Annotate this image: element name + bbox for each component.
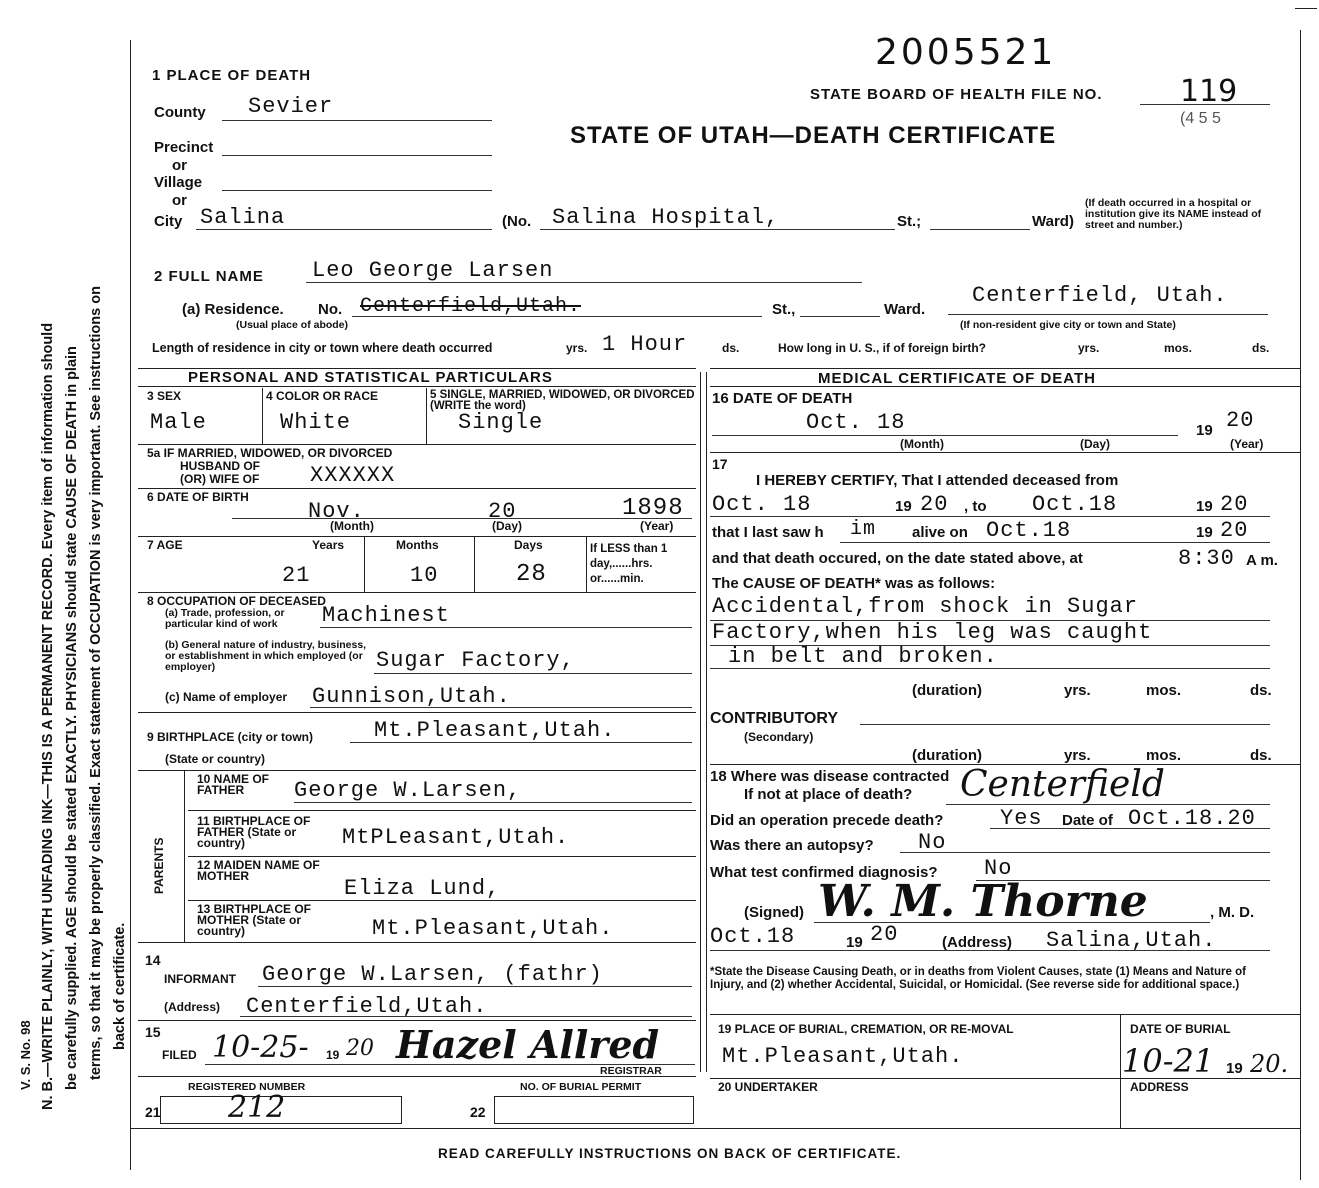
duration-ds-1: ds. bbox=[1250, 682, 1272, 699]
attended-to: Oct.18 bbox=[1032, 492, 1118, 517]
length-yrs-label: yrs. bbox=[566, 341, 588, 355]
full-name-value: Leo George Larsen bbox=[312, 258, 554, 283]
test-label: What test confirmed diagnosis? bbox=[710, 864, 938, 881]
signature-19: 19 bbox=[846, 934, 863, 951]
burial-permit-n: 22 bbox=[470, 1104, 486, 1120]
father-value: George W.Larsen, bbox=[294, 778, 522, 803]
us-ds-label: ds. bbox=[1252, 341, 1270, 355]
full-name-line bbox=[306, 282, 862, 283]
footnote-rule bbox=[710, 1014, 1300, 1015]
full-name-label: 2 FULL NAME bbox=[154, 268, 264, 285]
signature-date-line bbox=[710, 950, 1270, 951]
age-divider-1 bbox=[364, 536, 365, 592]
birthplace-sub-label: (State or country) bbox=[165, 752, 266, 766]
precinct-line bbox=[222, 155, 492, 156]
operation-line bbox=[990, 828, 1270, 829]
medical-heading: MEDICAL CERTIFICATE OF DEATH bbox=[818, 370, 1096, 387]
mother-rule bbox=[188, 900, 696, 901]
ward-label: Ward) bbox=[1032, 213, 1074, 230]
item17-number: 17 bbox=[712, 456, 728, 472]
duration-ds-2: ds. bbox=[1250, 747, 1272, 764]
marital-label: 5 SINGLE, MARRIED, WIDOWED, OR DIVORCED (WRITE the word) bbox=[430, 389, 695, 412]
age-label: 7 AGE bbox=[147, 538, 183, 552]
duration-yrs-1: yrs. bbox=[1064, 682, 1091, 699]
street-line bbox=[930, 229, 1030, 230]
age-divider-3 bbox=[586, 536, 587, 592]
last-19: 19 bbox=[1196, 524, 1213, 541]
county-line bbox=[222, 120, 492, 121]
residence-ward-label: Ward. bbox=[884, 301, 926, 318]
physician-signature: W. M. Thorne bbox=[818, 876, 1148, 927]
contracted-line bbox=[946, 804, 1270, 805]
father-label: 10 NAME OF FATHER bbox=[197, 772, 270, 797]
from-year: 20 bbox=[920, 492, 949, 517]
residence-label: (a) Residence. bbox=[182, 301, 284, 318]
filed-rule bbox=[138, 1076, 696, 1077]
burial-permit-box bbox=[494, 1096, 694, 1124]
or-label-1: or bbox=[172, 157, 187, 174]
precinct-label: Precinct bbox=[154, 139, 214, 156]
duration-yrs-2: yrs. bbox=[1064, 747, 1091, 764]
age-years: 21 bbox=[282, 563, 311, 588]
to-label: , to bbox=[964, 498, 987, 515]
death-time: 8:30 bbox=[1178, 546, 1235, 571]
months-label: Months bbox=[396, 538, 439, 552]
certificate-number: 2005521 bbox=[875, 32, 1057, 73]
us-yrs-label: yrs. bbox=[1078, 341, 1100, 355]
birthplace-line bbox=[350, 742, 692, 743]
reg-number-n: 21 bbox=[145, 1104, 161, 1120]
years-label: Years bbox=[312, 538, 345, 552]
us-mos-label: mos. bbox=[1164, 341, 1193, 355]
spouse-label-2: HUSBAND OF bbox=[180, 459, 260, 473]
medical-top-rule bbox=[710, 368, 1300, 369]
operation-date-label: Date of bbox=[1062, 812, 1113, 829]
burial-permit-label: NO. OF BURIAL PERMIT bbox=[520, 1081, 642, 1093]
mother-birthplace-value: Mt.Pleasant,Utah. bbox=[372, 916, 614, 941]
cause-label: The CAUSE OF DEATH* was as follows: bbox=[712, 575, 996, 592]
days-label: Days bbox=[514, 538, 543, 552]
margin-note-line4: back of certificate. bbox=[112, 922, 128, 1050]
margin-note-line2: be carefully supplied. AGE should be stated EXACTLY. PHYSICIANS should state CAUSE OF DEATH in plain bbox=[64, 346, 80, 1090]
informant-address-value: Centerfield,Utah. bbox=[246, 994, 488, 1019]
father-rule bbox=[188, 810, 696, 811]
file-no-value: 119 bbox=[1180, 74, 1238, 109]
occupation-a-label: (a) Trade, profession, or particular kind of work bbox=[165, 607, 285, 630]
duration-mos-2: mos. bbox=[1146, 747, 1182, 764]
death-time-suffix: A m. bbox=[1246, 552, 1278, 569]
burial-date-label: DATE OF BURIAL bbox=[1130, 1022, 1231, 1036]
burial-year: 20. bbox=[1250, 1050, 1289, 1078]
row8-rule bbox=[138, 712, 696, 713]
death-occured-text: and that death occured, on the date stated above, at bbox=[712, 550, 1083, 567]
dod-rule bbox=[710, 452, 1300, 453]
father-birthplace-value: MtPLeasant,Utah. bbox=[342, 825, 570, 850]
color-value: White bbox=[280, 410, 352, 435]
burial-rule bbox=[710, 1078, 1300, 1079]
center-divider bbox=[700, 372, 701, 1072]
color-label: 4 COLOR OR RACE bbox=[266, 389, 379, 403]
left-border bbox=[130, 40, 131, 1170]
street-label: St.; bbox=[897, 213, 922, 230]
signature-year: 20 bbox=[870, 922, 899, 947]
burial-place-value: Mt.Pleasant,Utah. bbox=[722, 1044, 964, 1069]
cause-line-2: Factory,when his leg was caught bbox=[712, 620, 1153, 645]
informant-address-label: (Address) bbox=[164, 1000, 221, 1014]
row9-rule bbox=[138, 770, 696, 771]
residence-no-label: No. bbox=[318, 301, 343, 318]
file-no-line bbox=[1140, 104, 1270, 105]
certify-text: I HEREBY CERTIFY, That I attended deceased from bbox=[756, 472, 1119, 489]
registrar-label: REGISTRAR bbox=[600, 1065, 662, 1077]
length-residence-label: Length of residence in city or town where death occurred bbox=[152, 341, 493, 355]
cause-line-1: Accidental,from shock in Sugar bbox=[712, 594, 1139, 619]
dob-label: 6 DATE OF BIRTH bbox=[147, 490, 249, 504]
autopsy-line bbox=[900, 852, 1270, 853]
last-saw-suffix: alive on bbox=[912, 524, 968, 541]
autopsy-value: No bbox=[918, 830, 947, 855]
filed-19: 19 bbox=[326, 1048, 340, 1062]
last-saw-line bbox=[840, 542, 1270, 543]
dod-label: 16 DATE OF DEATH bbox=[712, 390, 853, 407]
file-no-sub: (4 5 5 bbox=[1180, 110, 1221, 127]
corner-mark bbox=[1295, 8, 1317, 9]
contributory-label: CONTRIBUTORY bbox=[710, 710, 838, 727]
secondary-label: (Secondary) bbox=[744, 730, 814, 744]
length-residence-value: 1 Hour bbox=[602, 332, 688, 357]
contracted-label-2: If not at place of death? bbox=[744, 786, 913, 803]
last-saw-date: Oct.18 bbox=[986, 518, 1072, 543]
color-divider bbox=[426, 388, 427, 444]
parents-bottom-rule bbox=[138, 942, 696, 943]
residence-city-value: Centerfield, Utah. bbox=[972, 283, 1228, 308]
autopsy-label: Was there an autopsy? bbox=[710, 837, 874, 854]
contributory-line bbox=[860, 724, 1270, 725]
to-19: 19 bbox=[1196, 498, 1213, 515]
occupation-b-label: (b) General nature of industry, business, or establishment in which employed (or employer) bbox=[165, 639, 367, 673]
bottom-rule bbox=[130, 1128, 1300, 1129]
row6-rule bbox=[138, 536, 696, 537]
dob-year: 1898 bbox=[622, 495, 684, 522]
employer-value: Gunnison,Utah. bbox=[312, 684, 511, 709]
institution-note: (If death occurred in a hospital or institution give its NAME instead of street and number.) bbox=[1085, 197, 1262, 231]
nonresident-note: (If non-resident give city or town and State) bbox=[960, 319, 1176, 331]
dod-line bbox=[712, 435, 1178, 436]
last-year: 20 bbox=[1220, 518, 1249, 543]
dob-month: Nov. bbox=[308, 499, 365, 524]
to-year: 20 bbox=[1220, 492, 1249, 517]
attended-from: Oct. 18 bbox=[712, 492, 812, 517]
row5a-rule bbox=[138, 488, 696, 489]
residence-line bbox=[352, 316, 762, 317]
undertaker-address-label: ADDRESS bbox=[1130, 1080, 1189, 1094]
personal-heading-rule bbox=[138, 386, 696, 387]
footer-instructions: READ CAREFULLY INSTRUCTIONS ON BACK OF CERTIFICATE. bbox=[438, 1146, 902, 1161]
dod-year-caption: (Year) bbox=[1230, 437, 1264, 451]
employer-line bbox=[310, 707, 692, 708]
or-label-2: or bbox=[172, 192, 187, 209]
place-of-death-label: 1 PLACE OF DEATH bbox=[152, 67, 312, 84]
mother-label: 12 MAIDEN NAME OF MOTHER bbox=[197, 858, 320, 883]
signature-address: Salina,Utah. bbox=[1046, 928, 1217, 953]
signature-address-label: (Address) bbox=[942, 934, 1013, 951]
burial-place-label: 19 PLACE OF BURIAL, CREMATION, OR RE-MOVAL bbox=[718, 1022, 1014, 1036]
duration-label-2: (duration) bbox=[912, 747, 982, 764]
father-bp-rule bbox=[188, 856, 696, 857]
filed-date: 10-25- bbox=[212, 1030, 309, 1065]
dod-19: 19 bbox=[1196, 422, 1213, 439]
less-than-day-label: If LESS than 1 day,......hrs. or......min. bbox=[590, 543, 668, 585]
duration-mos-1: mos. bbox=[1146, 682, 1182, 699]
institution-line bbox=[540, 229, 895, 230]
city-label: City bbox=[154, 213, 183, 230]
filed-year: 20 bbox=[346, 1036, 374, 1061]
dob-line bbox=[232, 518, 692, 519]
dod-month-caption: (Month) bbox=[900, 437, 944, 451]
father-birthplace-label: 11 BIRTHPLACE OF FATHER (State or country) bbox=[197, 814, 311, 850]
spouse-value: XXXXXX bbox=[310, 463, 396, 488]
signature-date: Oct.18 bbox=[710, 924, 796, 949]
sex-label: 3 SEX bbox=[147, 389, 182, 403]
city-line bbox=[196, 229, 492, 230]
age-months: 10 bbox=[410, 563, 439, 588]
dob-day: 20 bbox=[488, 499, 517, 524]
test-value: No bbox=[984, 856, 1013, 881]
informant-line bbox=[258, 986, 692, 987]
form-number: V. S. No. 98 bbox=[18, 1020, 33, 1090]
mother-birthplace-label: 13 BIRTHPLACE OF MOTHER (State or country) bbox=[197, 902, 312, 938]
mother-value: Eliza Lund, bbox=[344, 876, 501, 901]
sex-value: Male bbox=[150, 410, 207, 435]
dod-month-day: Oct. 18 bbox=[806, 410, 906, 435]
age-days: 28 bbox=[516, 561, 547, 588]
dod-year: 20 bbox=[1226, 408, 1255, 433]
operation-label: Did an operation precede death? bbox=[710, 812, 944, 829]
father-line bbox=[294, 802, 692, 803]
informant-value: George W.Larsen, (fathr) bbox=[262, 962, 603, 987]
village-line bbox=[222, 190, 492, 191]
residence-st-line bbox=[800, 316, 880, 317]
reg-number-value: 212 bbox=[228, 1090, 286, 1125]
registrar-signature: Hazel Allred bbox=[396, 1022, 660, 1067]
dob-day-caption: (Day) bbox=[492, 519, 523, 533]
dob-month-caption: (Month) bbox=[330, 519, 374, 533]
attended-line bbox=[710, 516, 1270, 517]
marital-value: Single bbox=[458, 410, 544, 435]
last-saw-him: im bbox=[850, 518, 877, 541]
county-value: Sevier bbox=[248, 94, 334, 119]
occupation-label: 8 OCCUPATION OF DECEASED bbox=[147, 594, 326, 608]
parents-divider bbox=[184, 770, 185, 942]
dod-day-caption: (Day) bbox=[1080, 437, 1111, 451]
signed-label: (Signed) bbox=[744, 904, 804, 921]
abode-note: (Usual place of abode) bbox=[236, 319, 349, 331]
contracted-value: Centerfield bbox=[960, 764, 1165, 805]
employer-label: (c) Name of employer bbox=[165, 690, 288, 704]
cause-rule-3 bbox=[710, 668, 1270, 669]
burial-19: 19 bbox=[1226, 1060, 1243, 1077]
filed-label: FILED bbox=[162, 1048, 197, 1062]
duration-label-1: (duration) bbox=[912, 682, 982, 699]
burial-date-value: 10-21 bbox=[1122, 1042, 1215, 1080]
cause-line-3: in belt and broken. bbox=[728, 644, 998, 669]
burial-divider bbox=[1120, 1014, 1121, 1128]
residence-struck: Centerfield,Utah. bbox=[360, 295, 582, 318]
birthplace-label: 9 BIRTHPLACE (city or town) bbox=[147, 730, 314, 744]
cause-footnote: *State the Disease Causing Death, or in deaths from Violent Causes, state (1) Means and Nature of Injury, and (2) whether Accidental, Suicidal, or Homicidal. (See reverse side for additional space.) bbox=[710, 966, 1246, 991]
occupation-b-value: Sugar Factory, bbox=[376, 648, 575, 673]
us-label: How long in U. S., if of foreign birth? bbox=[778, 341, 986, 355]
row3-rule bbox=[138, 444, 696, 445]
reg-number-label: REGISTERED NUMBER bbox=[188, 1081, 306, 1093]
md-label: , M. D. bbox=[1210, 904, 1255, 921]
age-divider-2 bbox=[474, 536, 475, 592]
operation-date-value: Oct.18.20 bbox=[1128, 806, 1256, 831]
length-ds-label: ds. bbox=[722, 341, 740, 355]
center-divider-2 bbox=[706, 372, 707, 1072]
occupation-b-line bbox=[374, 673, 692, 674]
personal-heading: PERSONAL AND STATISTICAL PARTICULARS bbox=[188, 369, 553, 386]
certificate-title: STATE OF UTAH—DEATH CERTIFICATE bbox=[570, 122, 1057, 149]
occupation-a-value: Machinest bbox=[322, 603, 450, 628]
operation-value: Yes bbox=[1000, 806, 1043, 831]
residence-city-line bbox=[948, 314, 1268, 315]
row7-rule bbox=[138, 592, 696, 593]
city-value: Salina bbox=[200, 205, 286, 230]
sex-divider bbox=[262, 388, 263, 444]
spouse-label-3: (OR) WIFE OF bbox=[180, 472, 260, 486]
informant-address-line bbox=[240, 1016, 692, 1017]
institution-value: Salina Hospital, bbox=[552, 205, 780, 230]
parents-label: PARENTS bbox=[152, 837, 166, 894]
institution-no-label: (No. bbox=[502, 213, 532, 230]
contracted-label: 18 Where was disease contracted bbox=[710, 768, 950, 785]
village-label: Village bbox=[154, 174, 203, 191]
file-no-label: STATE BOARD OF HEALTH FILE NO. bbox=[810, 86, 1103, 103]
spouse-label-1: 5a IF MARRIED, WIDOWED, OR DIVORCED bbox=[147, 446, 393, 460]
undertaker-label: 20 UNDERTAKER bbox=[718, 1080, 818, 1094]
last-saw-prefix: that I last saw h bbox=[712, 524, 824, 541]
residence-st-label: St., bbox=[772, 301, 796, 318]
informant-rule bbox=[138, 1020, 696, 1021]
informant-label: INFORMANT bbox=[164, 972, 236, 986]
from-19: 19 bbox=[895, 498, 912, 515]
margin-note-line1: N. B.—WRITE PLAINLY, WITH UNFADING INK—THIS IS A PERMANENT RECORD. Every item of information should bbox=[40, 322, 56, 1110]
filed-number: 15 bbox=[145, 1024, 161, 1040]
county-label: County bbox=[154, 104, 206, 121]
occupation-a-line bbox=[320, 627, 692, 628]
birthplace-value: Mt.Pleasant,Utah. bbox=[374, 718, 616, 743]
right-border bbox=[1300, 30, 1301, 1180]
informant-number: 14 bbox=[145, 952, 161, 968]
dob-year-caption: (Year) bbox=[640, 519, 674, 533]
margin-note-line3: terms, so that it may be properly classified. Exact statement of OCCUPATION is very important. See instructions on bbox=[88, 286, 104, 1080]
